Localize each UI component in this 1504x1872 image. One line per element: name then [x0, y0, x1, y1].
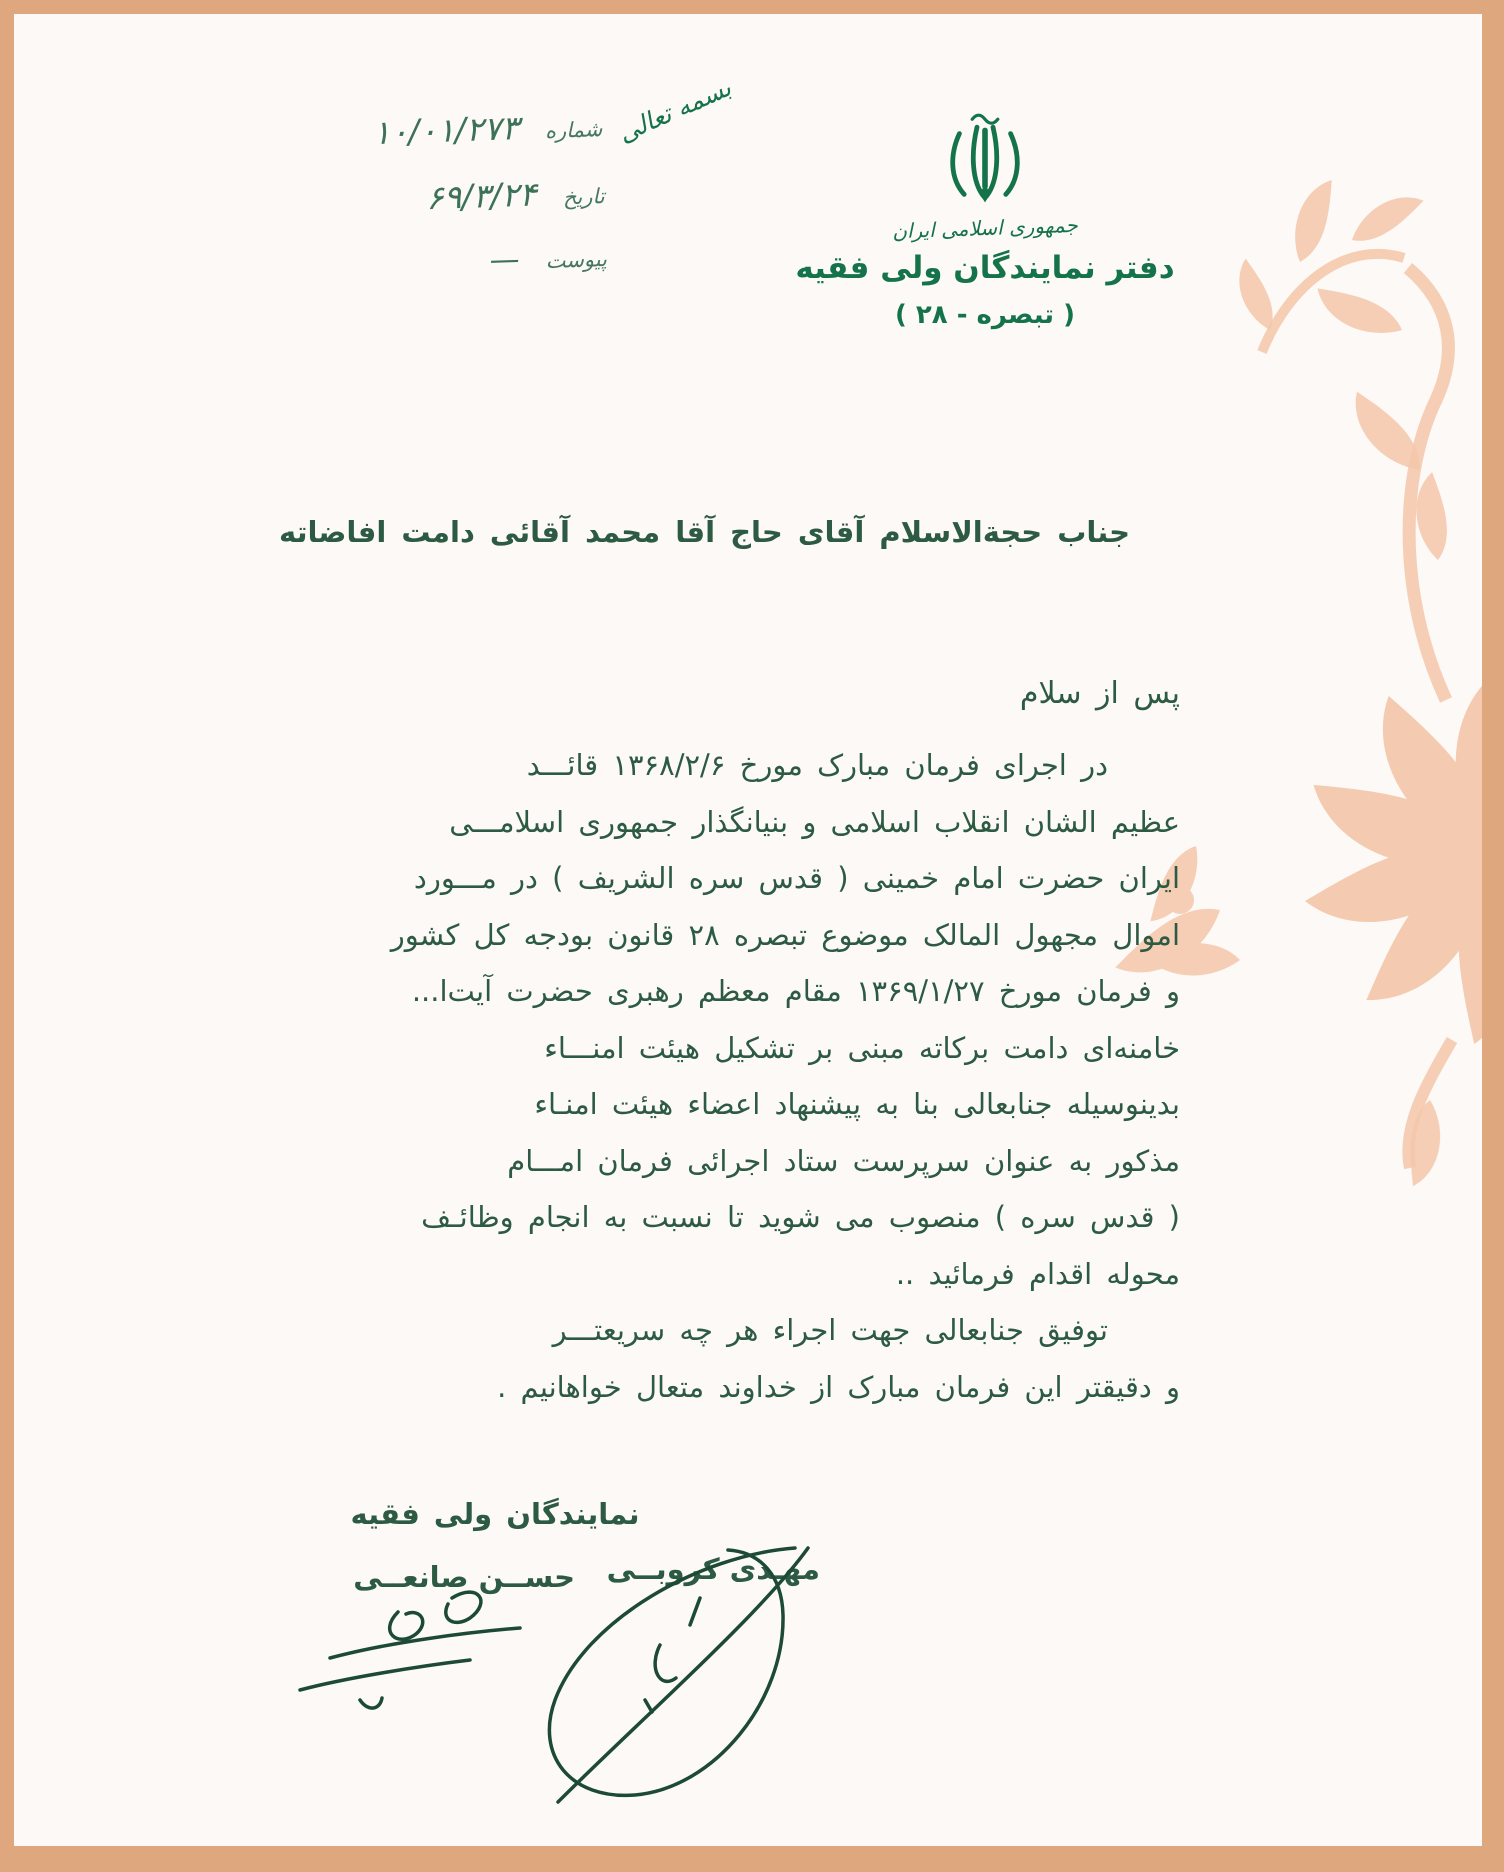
- attachment-value: —: [488, 242, 521, 279]
- body-line: و فرمان مورخ ۱۳۶۹/۱/۲۷ مقام معظم رهبری حضرت آیت‌ا...: [411, 974, 1180, 1008]
- date-label: تاریخ: [562, 184, 606, 210]
- body-line: عظیم الشان انقلاب اسلامی و بنیانگذار جمهوری اسلامـــی: [449, 804, 1180, 839]
- number-label: شماره: [544, 117, 603, 144]
- body-line: محوله اقدام فرمائید ..: [895, 1256, 1180, 1291]
- office-name: دفتر نمایندگان ولی فقیه: [795, 250, 1175, 286]
- signature-title: نمایندگان ولی فقیه: [350, 1497, 640, 1531]
- org-name: جمهوری اسلامی ایران: [891, 212, 1079, 244]
- date-value: ۶۹/۳/۲۴: [425, 174, 538, 218]
- number-value: ۱۰/۰۱/۲۷۳: [371, 107, 520, 153]
- body-line: ( قدس سره ) منصوب می شوید تا نسبت به انجام وظائـف: [421, 1200, 1180, 1234]
- signature-sanei: [300, 1592, 520, 1708]
- body-line: در اجرای فرمان مبارک مورخ ۱۳۶۸/۲/۶ قائـــد: [526, 748, 1108, 782]
- body-line: بدینوسیله جنابعالی بنا به پیشنهاد اعضاء هیئت امنـاء: [534, 1087, 1180, 1121]
- body-line: اموال مجهول المالک موضوع تبصره ۲۸ قانون بودجه کل کشور: [390, 917, 1180, 952]
- salutation: جناب حجةالاسلام آقای حاج آقا محمد آقائی دامت افاضاته: [279, 515, 1130, 549]
- signer-name-sanei: حســن صانعــی: [353, 1560, 575, 1594]
- body-line: خامنه‌ای دامت برکاته مبنی بر تشکیل هیئت امنـــاء: [544, 1030, 1180, 1065]
- body-line: و دقیقتر این فرمان مبارک از خداوند متعال خواهانیم .: [497, 1369, 1180, 1404]
- body-line: مذکور به عنوان سرپرست ستاد اجرائی فرمان امـــام: [507, 1143, 1180, 1178]
- bismillah-calligraphy: بسمه تعالی: [613, 72, 736, 149]
- attachment-label: پیوست: [545, 246, 608, 274]
- greeting: پس از سلام: [1019, 676, 1180, 711]
- office-note: ( تبصره - ۲۸ ): [894, 300, 1076, 330]
- body-line: ایران حضرت امام خمینی ( قدس سره الشریف ) در مـــورد: [413, 861, 1180, 895]
- body-line: توفیق جنابعالی جهت اجراء هر چه سریعتـــر: [552, 1313, 1108, 1347]
- signer-name-karroubi: مهـدی کروبــی: [606, 1552, 820, 1586]
- signature-karroubi: [549, 1548, 808, 1802]
